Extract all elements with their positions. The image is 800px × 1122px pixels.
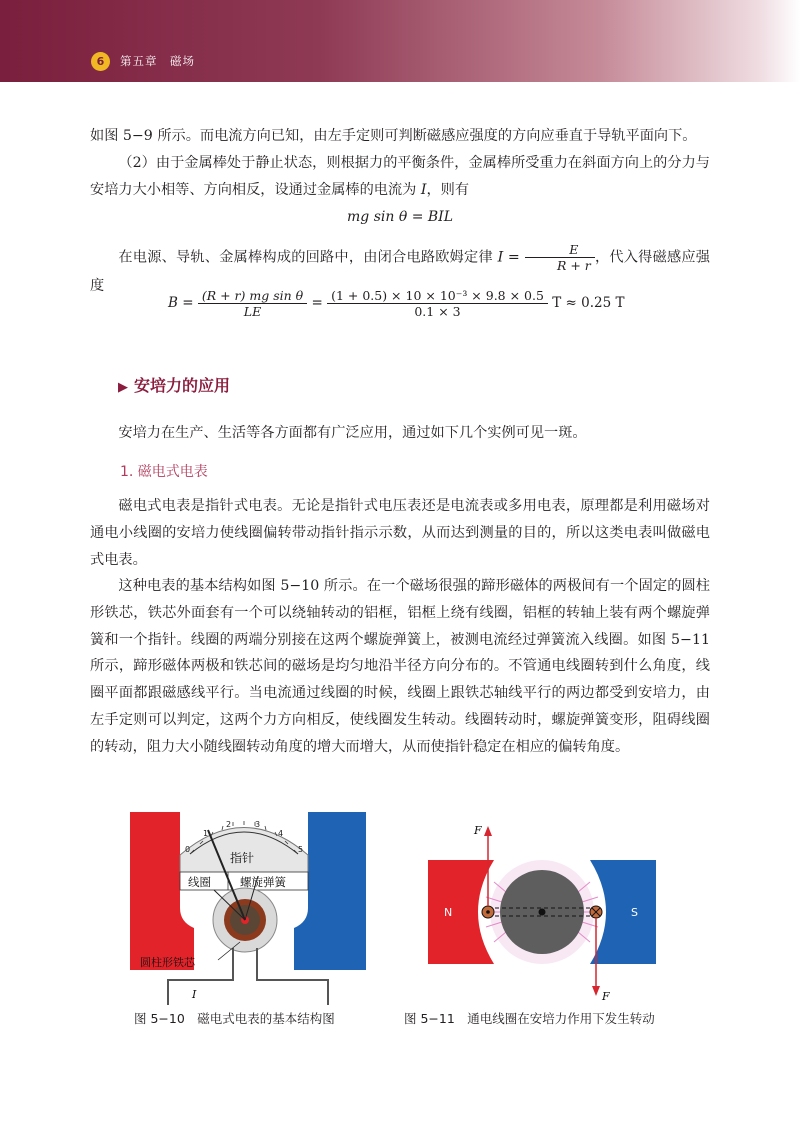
label-spring: 螺旋弹簧 [240,875,286,889]
label-s: S [286,904,293,917]
paragraph-5: 磁电式电表是指针式电表。无论是指针式电压表还是电流表或多用电表，原理都是利用磁场对通电小线圈的安培力使线圈偏转带动指针指示示数，从而达到测量的目的，所以这类电表叫做磁电式电表。 [90,498,710,568]
formula-b-den-2: 0.1 × 3 [414,304,461,319]
label-n: N [444,906,453,919]
scale-tick-4: 4 [278,829,284,838]
caption-figure-5-11: 图 5−11 通电线圈在安培力作用下发生转动 [404,1011,655,1026]
magnet-s [294,812,366,970]
figure-5-11 [426,822,658,1004]
subsection-heading: 1. 磁电式电表 [120,464,208,480]
axis [539,909,546,916]
scale-tick-0: 0 [185,845,191,854]
formula-b-lhs: B = [168,295,194,311]
ohm-numerator: E [525,242,595,258]
equation-balance: mg sin θ = BIL [347,209,453,225]
formula-b-num-2: (1 + 0.5) × 10 × 10⁻³ × 9.8 × 0.5 [327,288,548,304]
scale-tick-2: 2 [226,820,232,829]
ohm-denominator: R + r [556,258,591,273]
page-number: 6 [91,52,110,71]
force-arrowhead-up [484,826,492,836]
paragraph-6: 这种电表的基本结构如图 5−10 所示。在一个磁场很强的蹄形磁体的两极间有一个固定的圆柱形铁芯，铁芯外面套有一个可以绕轴转动的铝框，铝框上绕有线圈，铝框的转轴上装有两个螺旋弹簧和一个指针。线圈的两端分别接在这两个螺旋弹簧上，被测电流经过弹簧流入线圈。如图 5−11 所示，蹄形磁体两极和铁芯间的磁场是均匀地沿半径方向分布的。不管通电线圈转到什么角度，线圈平面都跟磁感线平行。当电流通过线圈的时候，线圈上跟铁芯轴线平行的两边都受到安培力，由左手定则可以判定，这两个力方向相反，使线圈发生转动。线圈转动时，螺旋弹簧变形，阻碍线圈的转动，阻力大小随线圈转动角度的增大而增大，从而使指针稳定在相应的偏转角度。 [90,578,710,755]
label-n: N [190,904,199,917]
paragraph-2-text-b: ，则有 [426,181,470,198]
paragraph-2-text-a: （2）由于金属棒处于静止状态，则根据力的平衡条件，金属棒所受重力在斜面方向上的分力与安培力大小相等、方向相反，设通过金属棒的电流为 [90,155,710,198]
formula-b-result: T ≈ 0.25 T [552,295,625,311]
formula-b [168,288,625,319]
scale-tick-5: 5 [298,845,304,854]
force-arrowhead-down [592,986,600,996]
label-force-top: F [474,824,482,837]
scale-tick-3: 3 [255,820,261,829]
label-coil: 线圈 [188,875,211,889]
paragraph-1: 如图 5−9 所示。而电流方向已知，由左手定则可判断磁感应强度的方向应垂直于导轨平面向下。 [90,128,697,144]
label-core: 圆柱形铁芯 [140,956,195,969]
paragraph-2 [90,150,710,204]
section-heading [118,373,230,396]
ohm-lhs: I = [497,249,520,266]
formula-b-fraction-2 [327,288,548,319]
header-band [0,0,800,82]
label-force-bottom: F [602,990,610,1003]
label-current: I [192,988,197,1001]
caption-figure-5-10: 图 5−10 磁电式电表的基本结构图 [134,1011,335,1026]
figure-5-10 [128,810,368,1005]
chapter-title: 第五章 磁场 [120,54,195,68]
formula-b-fraction-1 [198,288,307,319]
magnet-n [130,812,194,970]
paragraph-4: 安培力在生产、生活等各方面都有广泛应用，通过如下几个实例可见一斑。 [118,425,587,441]
label-pointer: 指针 [230,851,255,865]
paragraph-2-var: I [420,181,427,198]
formula-b-num-1: (R + r) mg sin θ [198,288,307,304]
paragraph-3-text-a: 在电源、导轨、金属棒构成的回路中，由闭合电路欧姆定律 [118,249,498,266]
ohm-fraction [525,242,595,273]
section-arrow-icon: ▶ [118,380,128,395]
paragraph-3-text-b: ，代入得磁感应强度 [90,249,710,294]
formula-b-equals: = [311,295,323,311]
label-s: S [631,906,638,919]
formula-b-den-1: LE [243,304,262,319]
scale-tick-1: 1 [203,829,209,838]
section-title: 安培力的应用 [134,376,231,395]
